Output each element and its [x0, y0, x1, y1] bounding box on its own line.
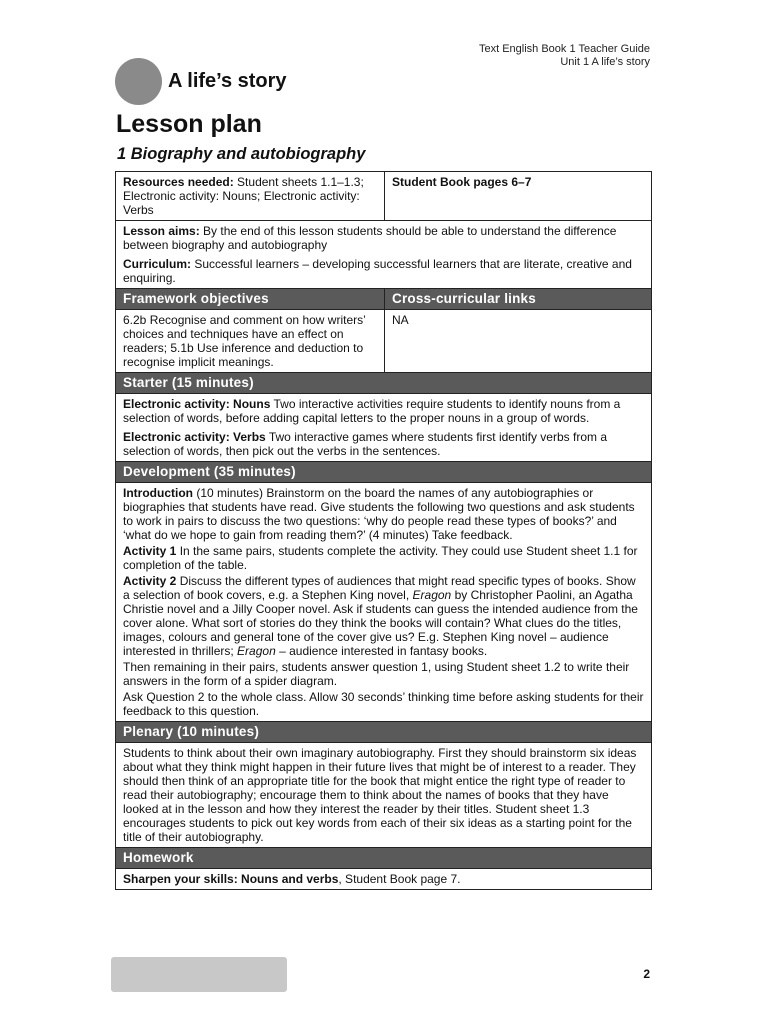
activity-1-text: In the same pairs, students complete the activity. They could use Student sheet 1.1 for completion of the table.: [123, 544, 638, 572]
homework-cell: [116, 869, 652, 890]
starter-row: [116, 394, 652, 462]
unit-title: A life’s story: [168, 70, 287, 92]
aims-curriculum-cell: [116, 221, 652, 289]
activity-2-text-2: by Christopher Paolini, an Agatha Christie novel and a Jilly Cooper novel. Ask if students can guess the intended audience from the cover alone. What sort of stories do they think the books will contain? What clues do the titles, images, colours and general tone of the cover give us? E.g. Stephen King novel – audience interested in thrillers;: [123, 588, 638, 658]
plenary-text: Students to think about their own imaginary autobiography. First they should brainstorm six ideas about what they think might happen in their future lives that might be of interest to a reader. They should then think of an appropriate title for the book that might entice the right type of reader to read their autobiography; encourage them to think about the names of books that they have looked at in the lesson and how they interest the reader by their titles. Student sheet 1.3 encourages students to pick out key words from each of their six ideas as a starting point for the title of their autobiography.: [116, 743, 652, 848]
resources-text: Student sheets 1.1–1.3; Electronic activity: Nouns; Electronic activity: Verbs: [123, 175, 364, 217]
activity-2-italic-1: Eragon: [412, 588, 452, 602]
student-book-pages: Student Book pages 6–7: [392, 175, 532, 189]
homework-header-row: [116, 848, 652, 869]
header-unit-title: Unit 1 A life’s story: [560, 56, 650, 68]
plenary-row: [116, 743, 652, 848]
framework-objectives-text: 6.2b Recognise and comment on how writers’ choices and techniques have an effect on readers; 5.1b Use inference and deduction to recognise implicit meanings.: [116, 310, 385, 373]
lesson-subtitle: 1 Biography and autobiography: [117, 145, 366, 163]
development-cell: [116, 483, 652, 722]
activity-2-italic-2: Eragon: [237, 644, 276, 658]
cross-curricular-heading: Cross-curricular links: [385, 289, 652, 310]
page-header: [479, 43, 650, 69]
starter-heading: Starter (15 minutes): [116, 373, 652, 394]
development-header-row: [116, 462, 652, 483]
plenary-heading: Plenary (10 minutes): [116, 722, 652, 743]
homework-row: [116, 869, 652, 890]
page-title: Lesson plan: [116, 110, 262, 138]
aims-text: By the end of this lesson students should be able to understand the difference between biography and autobiography: [123, 224, 617, 252]
footer-bar: [111, 957, 287, 992]
activity-2-text-3: – audience interested in fantasy books.: [275, 644, 488, 658]
introduction-text: (10 minutes) Brainstorm on the board the names of any autobiographies or biographies that students have read. Give students the following two questions and ask students to work in pairs to discuss the two questions: ‘why do people read these types of books?’ and ‘what do we hope to gain from reading them?’ (4 minutes) Take feedback.: [123, 486, 635, 542]
resources-cell: [116, 172, 385, 221]
curriculum-text: Successful learners – developing successful learners that are literate, creative and enquiring.: [123, 257, 632, 285]
activity-2-text-1: Discuss the different types of audiences that might read specific types of books. Show a selection of book covers, e.g. a Stephen King novel,: [123, 574, 636, 602]
unit-circle-icon: [115, 58, 162, 105]
resources-row: [116, 172, 652, 221]
cross-curricular-text: NA: [385, 310, 652, 373]
curriculum-label: Curriculum:: [123, 257, 192, 271]
framework-row: [116, 310, 652, 373]
homework-heading: Homework: [116, 848, 652, 869]
activity-2-label: Activity 2: [123, 574, 177, 588]
starter-verbs-label: Electronic activity: Verbs: [123, 430, 266, 444]
header-book-title: Text English Book 1 Teacher Guide: [478, 43, 650, 55]
starter-header-row: [116, 373, 652, 394]
lesson-plan-table: [115, 171, 652, 890]
development-ask-text: Ask Question 2 to the whole class. Allow 30 seconds’ thinking time before asking students for their feedback to this question.: [123, 690, 644, 718]
page-number: 2: [643, 967, 650, 981]
introduction-label: Introduction: [123, 486, 193, 500]
student-book-cell: [385, 172, 652, 221]
aims-curriculum-row: [116, 221, 652, 289]
development-then-text: Then remaining in their pairs, students answer question 1, using Student sheet 1.2 to write their answers in the form of a spider diagram.: [123, 660, 630, 688]
framework-heading: Framework objectives: [116, 289, 385, 310]
development-row: [116, 483, 652, 722]
development-heading: Development (35 minutes): [116, 462, 652, 483]
aims-label: Lesson aims:: [123, 224, 200, 238]
activity-1-label: Activity 1: [123, 544, 177, 558]
homework-text: , Student Book page 7.: [338, 872, 461, 886]
resources-label: Resources needed:: [123, 175, 234, 189]
framework-header-row: [116, 289, 652, 310]
homework-label: Sharpen your skills: Nouns and verbs: [123, 872, 339, 886]
starter-nouns-label: Electronic activity: Nouns: [123, 397, 271, 411]
starter-nouns-text: Two interactive activities require students to identify nouns from a selection of words, before adding capital letters to the proper nouns in a group of words.: [123, 397, 621, 425]
starter-verbs-text: Two interactive games where students first identify verbs from a selection of words, then pick out the verbs in the sentences.: [123, 430, 607, 458]
starter-cell: [116, 394, 652, 462]
plenary-header-row: [116, 722, 652, 743]
